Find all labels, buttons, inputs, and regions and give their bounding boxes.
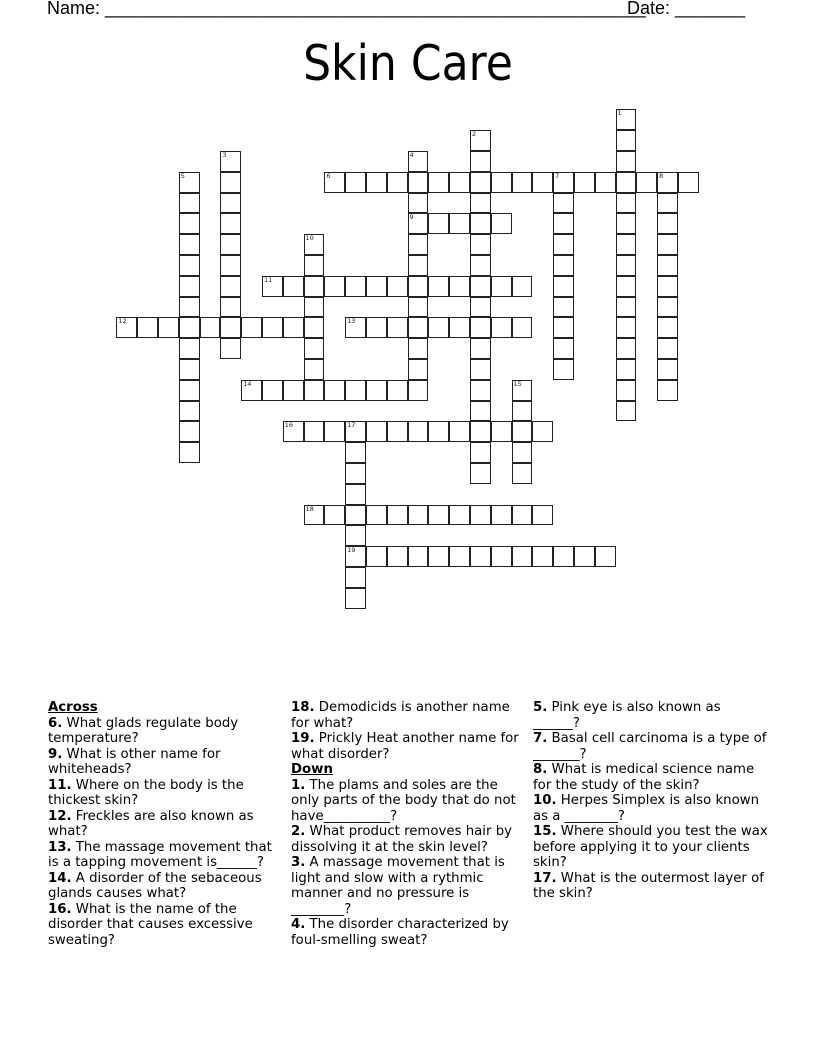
clue-down-1 bbox=[291, 778, 527, 825]
grid-cell[interactable] bbox=[491, 172, 512, 193]
grid-cell[interactable] bbox=[345, 525, 366, 546]
grid-cell[interactable] bbox=[491, 317, 512, 338]
grid-cell[interactable] bbox=[491, 213, 512, 234]
grid-cell[interactable] bbox=[283, 276, 304, 297]
grid-cell[interactable] bbox=[366, 172, 387, 193]
grid-cell[interactable] bbox=[449, 172, 470, 193]
grid-cell[interactable] bbox=[345, 505, 366, 526]
clue-number: 1. bbox=[291, 777, 306, 793]
grid-cell[interactable] bbox=[408, 276, 429, 297]
grid-cell[interactable] bbox=[283, 421, 304, 442]
grid-cell[interactable] bbox=[470, 359, 491, 380]
clue-number: 14. bbox=[48, 870, 72, 886]
clue-text: The plams and soles are the only parts of the body that do not have__________? bbox=[291, 777, 516, 824]
clue-down-10 bbox=[533, 793, 769, 824]
cell-number: 10 bbox=[305, 234, 314, 243]
grid-cell[interactable] bbox=[408, 380, 429, 401]
grid-cell[interactable] bbox=[553, 338, 574, 359]
across-heading: Across bbox=[48, 700, 98, 715]
grid-cell[interactable] bbox=[304, 338, 325, 359]
grid-cell[interactable] bbox=[449, 546, 470, 567]
grid-cell[interactable] bbox=[283, 380, 304, 401]
clue-across-14 bbox=[48, 871, 280, 902]
grid-cell[interactable] bbox=[512, 463, 533, 484]
grid-cell[interactable] bbox=[345, 442, 366, 463]
grid-cell[interactable] bbox=[657, 213, 678, 234]
grid-cell[interactable] bbox=[179, 421, 200, 442]
date-field-label: Date: _______ bbox=[627, 0, 746, 18]
clue-number: 17. bbox=[533, 870, 557, 886]
grid-cell[interactable] bbox=[470, 276, 491, 297]
grid-cell[interactable] bbox=[345, 421, 366, 442]
cell-number: 16 bbox=[284, 421, 294, 430]
clue-across-6 bbox=[48, 716, 280, 747]
grid-cell[interactable] bbox=[657, 234, 678, 255]
grid-cell[interactable] bbox=[387, 421, 408, 442]
grid-cell[interactable] bbox=[324, 276, 345, 297]
grid-cell[interactable] bbox=[408, 359, 429, 380]
grid-cell[interactable] bbox=[657, 172, 678, 193]
grid-cell[interactable] bbox=[137, 317, 158, 338]
grid-cell[interactable] bbox=[449, 317, 470, 338]
grid-cell[interactable] bbox=[512, 401, 533, 422]
grid-cell[interactable] bbox=[553, 297, 574, 318]
grid-cell[interactable] bbox=[304, 421, 325, 442]
grid-cell[interactable] bbox=[491, 505, 512, 526]
grid-cell[interactable] bbox=[470, 193, 491, 214]
clue-number: 6. bbox=[48, 715, 63, 731]
grid-cell[interactable] bbox=[304, 297, 325, 318]
clue-text: Demodicids is another name for what? bbox=[291, 700, 510, 731]
clue-down-8 bbox=[533, 762, 769, 793]
grid-cell[interactable] bbox=[324, 505, 345, 526]
grid-cell[interactable] bbox=[595, 172, 616, 193]
cell-number: 14 bbox=[243, 379, 252, 388]
clue-text: What is medical science name for the study of the skin? bbox=[533, 762, 755, 793]
grid-cell[interactable] bbox=[616, 172, 637, 193]
grid-cell[interactable] bbox=[387, 505, 408, 526]
grid-cell[interactable] bbox=[616, 401, 637, 422]
grid-cell[interactable] bbox=[220, 213, 241, 234]
clue-text: Prickly Heat another name for what disorder? bbox=[291, 731, 519, 762]
clues-column-2 bbox=[291, 700, 527, 948]
grid-cell[interactable] bbox=[657, 276, 678, 297]
grid-cell[interactable] bbox=[179, 401, 200, 422]
clue-down-2 bbox=[291, 824, 527, 855]
cell-number: 17 bbox=[347, 421, 356, 430]
grid-cell[interactable] bbox=[408, 317, 429, 338]
grid-cell[interactable] bbox=[616, 317, 637, 338]
grid-cell[interactable] bbox=[470, 255, 491, 276]
grid-cell[interactable] bbox=[262, 317, 283, 338]
clue-across-19 bbox=[291, 731, 527, 762]
page-title: Skin Care bbox=[303, 35, 513, 92]
grid-cell[interactable] bbox=[616, 151, 637, 172]
grid-cell[interactable] bbox=[512, 380, 533, 401]
grid-cell[interactable] bbox=[345, 546, 366, 567]
grid-cell[interactable] bbox=[428, 546, 449, 567]
grid-cell[interactable] bbox=[179, 380, 200, 401]
grid-cell[interactable] bbox=[220, 255, 241, 276]
grid-cell[interactable] bbox=[428, 421, 449, 442]
grid-cell[interactable] bbox=[470, 213, 491, 234]
clue-number: 12. bbox=[48, 808, 72, 824]
grid-cell[interactable] bbox=[408, 193, 429, 214]
grid-cell[interactable] bbox=[449, 213, 470, 234]
clue-across-18 bbox=[291, 700, 527, 731]
grid-cell[interactable] bbox=[220, 234, 241, 255]
name-field-label: Name: ______________________________________________________ bbox=[47, 0, 646, 18]
grid-cell[interactable] bbox=[262, 380, 283, 401]
grid-cell[interactable] bbox=[657, 193, 678, 214]
clue-across-11 bbox=[48, 778, 280, 809]
grid-cell[interactable] bbox=[470, 297, 491, 318]
grid-cell[interactable] bbox=[366, 276, 387, 297]
clue-text: Where on the body is the thickest skin? bbox=[48, 777, 244, 808]
cell-number: 19 bbox=[347, 546, 356, 555]
clues-column-1 bbox=[48, 700, 280, 948]
grid-cell[interactable] bbox=[179, 276, 200, 297]
clue-across-13 bbox=[48, 840, 280, 871]
grid-cell[interactable] bbox=[657, 317, 678, 338]
grid-cell[interactable] bbox=[179, 172, 200, 193]
grid-cell[interactable] bbox=[532, 546, 553, 567]
clue-text: What is the name of the disorder that causes excessive sweating? bbox=[48, 901, 253, 948]
grid-cell[interactable] bbox=[408, 546, 429, 567]
grid-cell[interactable] bbox=[553, 234, 574, 255]
clue-across-16 bbox=[48, 902, 280, 949]
grid-cell[interactable] bbox=[324, 421, 345, 442]
grid-cell[interactable] bbox=[470, 546, 491, 567]
grid-cell[interactable] bbox=[553, 317, 574, 338]
grid-cell[interactable] bbox=[200, 317, 221, 338]
grid-cell[interactable] bbox=[366, 380, 387, 401]
grid-cell[interactable] bbox=[304, 234, 325, 255]
grid-cell[interactable] bbox=[387, 546, 408, 567]
grid-cell[interactable] bbox=[470, 505, 491, 526]
grid-cell[interactable] bbox=[512, 276, 533, 297]
grid-cell[interactable] bbox=[470, 380, 491, 401]
clue-down-17 bbox=[533, 871, 769, 902]
clue-down-15 bbox=[533, 824, 769, 871]
clue-down-4 bbox=[291, 917, 527, 948]
grid-cell[interactable] bbox=[428, 276, 449, 297]
grid-cell[interactable] bbox=[470, 130, 491, 151]
grid-cell[interactable] bbox=[220, 276, 241, 297]
grid-cell[interactable] bbox=[491, 421, 512, 442]
grid-cell[interactable] bbox=[408, 297, 429, 318]
grid-cell[interactable] bbox=[304, 255, 325, 276]
clue-text: What is the outermost layer of the skin? bbox=[533, 870, 764, 901]
grid-cell[interactable] bbox=[657, 359, 678, 380]
grid-cell[interactable] bbox=[324, 172, 345, 193]
grid-cell[interactable] bbox=[553, 276, 574, 297]
grid-cell[interactable] bbox=[470, 338, 491, 359]
grid-cell[interactable] bbox=[470, 442, 491, 463]
grid-cell[interactable] bbox=[304, 380, 325, 401]
grid-cell[interactable] bbox=[449, 505, 470, 526]
grid-cell[interactable] bbox=[345, 172, 366, 193]
grid-cell[interactable] bbox=[449, 276, 470, 297]
grid-cell[interactable] bbox=[408, 255, 429, 276]
clue-text: A massage movement that is light and slow with a rythmic manner and no pressure is ________? bbox=[291, 855, 505, 917]
grid-cell[interactable] bbox=[616, 193, 637, 214]
grid-cell[interactable] bbox=[387, 276, 408, 297]
grid-cell[interactable] bbox=[470, 151, 491, 172]
grid-cell[interactable] bbox=[470, 234, 491, 255]
cell-number: 9 bbox=[409, 213, 414, 222]
grid-cell[interactable] bbox=[616, 109, 637, 130]
clue-number: 5. bbox=[533, 700, 548, 715]
clue-number: 9. bbox=[48, 746, 63, 762]
clue-number: 2. bbox=[291, 824, 306, 839]
clue-number: 10. bbox=[533, 793, 557, 808]
clue-text: A disorder of the sebaceous glands causes what? bbox=[48, 870, 262, 901]
clue-text: Where should you test the wax before applying it to your clients skin? bbox=[533, 824, 768, 870]
cell-number: 18 bbox=[305, 504, 314, 513]
grid-cell[interactable] bbox=[512, 317, 533, 338]
grid-cell[interactable] bbox=[636, 172, 657, 193]
grid-cell[interactable] bbox=[304, 505, 325, 526]
grid-cell[interactable] bbox=[220, 297, 241, 318]
grid-cell[interactable] bbox=[616, 297, 637, 318]
grid-cell[interactable] bbox=[220, 193, 241, 214]
grid-cell[interactable] bbox=[179, 193, 200, 214]
grid-cell[interactable] bbox=[345, 380, 366, 401]
grid-cell[interactable] bbox=[553, 213, 574, 234]
grid-cell[interactable] bbox=[532, 172, 553, 193]
grid-cell[interactable] bbox=[657, 338, 678, 359]
grid-cell[interactable] bbox=[512, 421, 533, 442]
clue-text: The massage movement that is a tapping movement is______? bbox=[48, 839, 272, 870]
grid-cell[interactable] bbox=[428, 317, 449, 338]
clue-text: What product removes hair by dissolving it at the skin level? bbox=[291, 824, 512, 855]
grid-cell[interactable] bbox=[345, 484, 366, 505]
grid-cell[interactable] bbox=[345, 463, 366, 484]
grid-cell[interactable] bbox=[345, 317, 366, 338]
grid-cell[interactable] bbox=[657, 255, 678, 276]
cell-number: 12 bbox=[118, 317, 127, 326]
grid-cell[interactable] bbox=[387, 172, 408, 193]
grid-cell[interactable] bbox=[408, 151, 429, 172]
grid-cell[interactable] bbox=[179, 359, 200, 380]
clue-text: Basal cell carcinoma is a type of _______? bbox=[533, 731, 767, 762]
grid-cell[interactable] bbox=[470, 172, 491, 193]
grid-cell[interactable] bbox=[616, 213, 637, 234]
grid-cell[interactable] bbox=[657, 380, 678, 401]
grid-cell[interactable] bbox=[408, 505, 429, 526]
cell-number: 3 bbox=[222, 150, 227, 159]
clue-number: 16. bbox=[48, 901, 72, 917]
clue-text: Herpes Simplex is also known as a ________? bbox=[533, 793, 760, 824]
grid-cell[interactable] bbox=[179, 442, 200, 463]
grid-cell[interactable] bbox=[366, 317, 387, 338]
clue-number: 3. bbox=[291, 855, 306, 870]
grid-cell[interactable] bbox=[387, 380, 408, 401]
grid-cell[interactable] bbox=[262, 276, 283, 297]
grid-cell[interactable] bbox=[304, 317, 325, 338]
cell-number: 13 bbox=[347, 317, 356, 326]
grid-cell[interactable] bbox=[616, 130, 637, 151]
grid-cell[interactable] bbox=[220, 338, 241, 359]
grid-cell[interactable] bbox=[512, 546, 533, 567]
grid-cell[interactable] bbox=[241, 317, 262, 338]
grid-cell[interactable] bbox=[220, 317, 241, 338]
grid-cell[interactable] bbox=[470, 317, 491, 338]
cell-number: 15 bbox=[513, 379, 522, 388]
clue-text: Pink eye is also known as ______? bbox=[533, 700, 721, 731]
grid-cell[interactable] bbox=[241, 380, 262, 401]
grid-cell[interactable] bbox=[179, 338, 200, 359]
grid-cell[interactable] bbox=[574, 172, 595, 193]
grid-cell[interactable] bbox=[179, 297, 200, 318]
clue-text: What is other name for whiteheads? bbox=[48, 746, 221, 777]
grid-cell[interactable] bbox=[553, 193, 574, 214]
clue-number: 4. bbox=[291, 917, 306, 932]
clue-number: 8. bbox=[533, 762, 548, 777]
grid-cell[interactable] bbox=[616, 255, 637, 276]
grid-cell[interactable] bbox=[179, 234, 200, 255]
grid-cell[interactable] bbox=[408, 172, 429, 193]
grid-cell[interactable] bbox=[616, 276, 637, 297]
clue-down-5 bbox=[533, 700, 769, 731]
grid-cell[interactable] bbox=[179, 255, 200, 276]
grid-cell[interactable] bbox=[553, 172, 574, 193]
grid-cell[interactable] bbox=[220, 151, 241, 172]
grid-cell[interactable] bbox=[553, 359, 574, 380]
grid-cell[interactable] bbox=[595, 546, 616, 567]
cell-number: 5 bbox=[180, 171, 185, 180]
grid-cell[interactable] bbox=[616, 338, 637, 359]
grid-cell[interactable] bbox=[345, 276, 366, 297]
cell-number: 4 bbox=[409, 150, 414, 159]
grid-cell[interactable] bbox=[491, 276, 512, 297]
clue-down-7 bbox=[533, 731, 769, 762]
grid-cell[interactable] bbox=[491, 546, 512, 567]
grid-cell[interactable] bbox=[532, 505, 553, 526]
clue-across-9 bbox=[48, 747, 280, 778]
clue-number: 13. bbox=[48, 839, 72, 855]
grid-cell[interactable] bbox=[678, 172, 699, 193]
grid-cell[interactable] bbox=[408, 234, 429, 255]
grid-cell[interactable] bbox=[158, 317, 179, 338]
cell-number: 1 bbox=[617, 109, 622, 118]
grid-cell[interactable] bbox=[366, 421, 387, 442]
clue-text: Freckles are also known as what? bbox=[48, 808, 254, 839]
grid-cell[interactable] bbox=[366, 505, 387, 526]
grid-cell[interactable] bbox=[512, 505, 533, 526]
clue-down-3 bbox=[291, 855, 527, 917]
grid-cell[interactable] bbox=[428, 172, 449, 193]
grid-cell[interactable] bbox=[470, 421, 491, 442]
grid-cell[interactable] bbox=[657, 297, 678, 318]
grid-cell[interactable] bbox=[616, 359, 637, 380]
grid-cell[interactable] bbox=[283, 317, 304, 338]
grid-cell[interactable] bbox=[553, 255, 574, 276]
grid-cell[interactable] bbox=[532, 421, 553, 442]
cell-number: 8 bbox=[659, 171, 664, 180]
clue-number: 18. bbox=[291, 700, 315, 715]
grid-cell[interactable] bbox=[616, 380, 637, 401]
grid-cell[interactable] bbox=[574, 546, 595, 567]
grid-cell[interactable] bbox=[553, 546, 574, 567]
grid-cell[interactable] bbox=[304, 359, 325, 380]
cell-number: 7 bbox=[555, 171, 560, 180]
grid-cell[interactable] bbox=[304, 276, 325, 297]
clue-number: 11. bbox=[48, 777, 72, 793]
grid-cell[interactable] bbox=[179, 317, 200, 338]
grid-cell[interactable] bbox=[116, 317, 137, 338]
grid-cell[interactable] bbox=[345, 567, 366, 588]
clue-across-12 bbox=[48, 809, 280, 840]
grid-cell[interactable] bbox=[345, 588, 366, 609]
grid-cell[interactable] bbox=[512, 442, 533, 463]
grid-cell[interactable] bbox=[428, 505, 449, 526]
grid-cell[interactable] bbox=[470, 401, 491, 422]
grid-cell[interactable] bbox=[408, 421, 429, 442]
cell-number: 11 bbox=[263, 275, 273, 284]
grid-cell[interactable] bbox=[512, 172, 533, 193]
grid-cell[interactable] bbox=[428, 213, 449, 234]
grid-cell[interactable] bbox=[408, 213, 429, 234]
grid-cell[interactable] bbox=[220, 172, 241, 193]
clue-number: 15. bbox=[533, 824, 557, 839]
cell-number: 2 bbox=[471, 130, 477, 139]
grid-cell[interactable] bbox=[179, 213, 200, 234]
down-heading: Down bbox=[291, 762, 333, 777]
grid-cell[interactable] bbox=[366, 546, 387, 567]
grid-cell[interactable] bbox=[324, 380, 345, 401]
clue-number: 7. bbox=[533, 731, 548, 746]
grid-cell[interactable] bbox=[616, 234, 637, 255]
clues-column-3 bbox=[533, 700, 769, 902]
grid-cell[interactable] bbox=[408, 338, 429, 359]
clue-text: The disorder characterized by foul-smelling sweat? bbox=[291, 917, 509, 948]
clue-number: 19. bbox=[291, 731, 315, 746]
clue-text: What glads regulate body temperature? bbox=[48, 715, 239, 746]
grid-cell[interactable] bbox=[449, 421, 470, 442]
grid-cell[interactable] bbox=[470, 463, 491, 484]
grid-cell[interactable] bbox=[387, 317, 408, 338]
cell-number: 6 bbox=[326, 171, 331, 180]
